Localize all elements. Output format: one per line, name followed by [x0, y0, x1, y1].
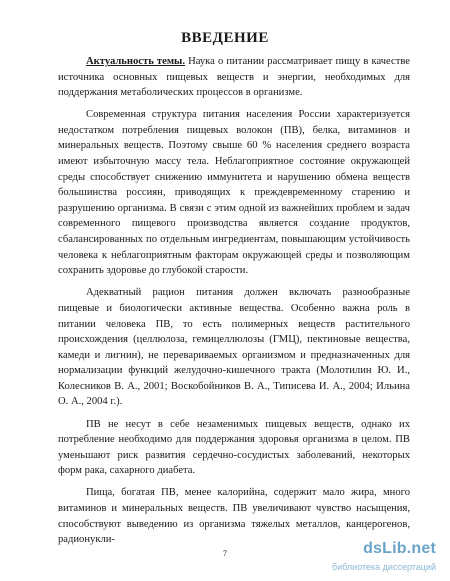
page-title: ВВЕДЕНИЕ: [181, 30, 269, 46]
body-text: [58, 54, 410, 554]
watermark: [316, 540, 436, 576]
paragraph-text: Наука о питании рассматривает пищу в качестве источника основных пищевых веществ и энергии, необходимых для поддержания метаболических процессов в организме.: [58, 56, 410, 99]
paragraph-text: Современная структура питания населения России характеризуется недостатком потребления пищевых волокон (ПВ), белка, витаминов и минеральных веществ. Поэтому свыше 60 % населения среднего возраста имеют избыточную массу тела. Неблагоприятное состояние окружающей среды способствует снижению иммунитета и нарушению обмена веществ большинства россиян, приводящих к преждевременному старению и разрушению организма. В связи с этим одной из важнейших проблем и задач современного пищевого производства является создание продуктов, сбалансированных по отдельным ингредиентам, повышающим устойчивость человека к неблагоприятным факторам окружающей среды и позволяющим сохранить здоровье до глубокой старости.: [58, 109, 410, 277]
page-number: 7: [223, 549, 227, 558]
watermark-subtitle: библиотека диссертаций: [331, 562, 436, 572]
relevance-label: Актуальность темы.: [86, 56, 185, 67]
paragraph: [58, 417, 410, 479]
paragraph: [58, 107, 410, 279]
paragraph: [58, 285, 410, 410]
paragraph-relevance: [58, 54, 410, 101]
watermark-logo: dsLib.net: [363, 540, 436, 557]
paragraph-text: Пища, богатая ПВ, менее калорийна, содержит мало жира, много витаминов и минеральных веществ. ПВ увеличивают чувство насыщения, способствуют выведению из организма тяжелых металлов, канцерогенов, радионукли-: [58, 487, 410, 546]
paragraph-text: Адекватный рацион питания должен включать разнообразные пищевые и биологически активные вещества. Особенно важна роль в питании человека ПВ, то есть полимерных веществ растительного происхождения (целлюлоза, гемицеллюлозы (ГМЦ), пектиновые вещества, камеди и лигнин), не перевариваемых организмом и предназначенных для нормализации функций желудочно-кишечного тракта (Молотилин Ю. И., Колесников В. А., 2001; Воскобойников В. А., Типисева И. А., 2004; Ильина О. А., 2004 г.).: [58, 287, 410, 408]
paragraph: [58, 485, 410, 547]
paragraph-text: ПВ не несут в себе незаменимых пищевых веществ, однако их потребление необходимо для поддержания здоровья организма в целом. ПВ уменьшают риск развития сердечно-сосудистых заболеваний, некоторых форм рака, сахарного диабета.: [58, 418, 410, 477]
